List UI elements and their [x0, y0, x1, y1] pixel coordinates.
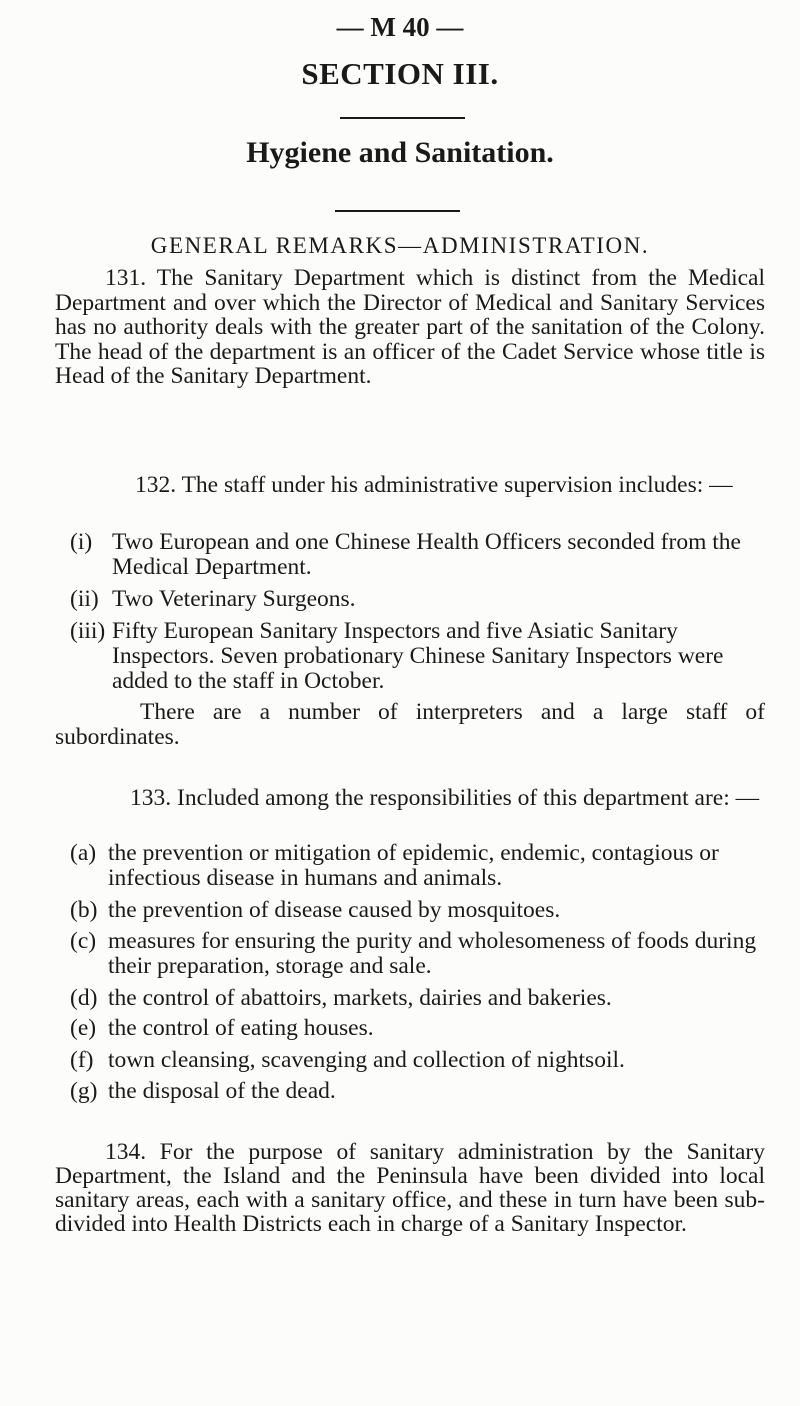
list-text: the prevention or mitigation of epidemic, endemic, contagious or infectious disease in humans and animals. — [108, 840, 719, 891]
list-marker: (a) — [70, 840, 97, 866]
page-number: — M 40 — — [336, 12, 464, 42]
list-item — [70, 929, 765, 979]
list-item — [70, 1048, 765, 1073]
list-text: the disposal of the dead. — [108, 1078, 336, 1104]
list-item — [70, 898, 765, 923]
list-item — [70, 530, 765, 580]
list-item — [70, 841, 765, 891]
list-item — [70, 1079, 765, 1104]
list-text: Two European and one Chinese Health Officers seconded from the Medical Department. — [112, 529, 741, 580]
heading: GENERAL REMARKS—ADMINISTRATION. — [150, 233, 650, 258]
subtitle: Hygiene and Sanitation. — [246, 136, 554, 169]
paragraph-131: 131. The Sanitary Department which is distinct from the Medical Department and over which the Director of Medical and Sanitary Services has no authority deals with the greater part of the sanitation of the Colony. The head of the department is an officer of the Cadet Service whose title is Head of the Sanitary Department. — [55, 265, 765, 389]
list-marker: (e) — [70, 1015, 97, 1041]
list-marker: (g) — [70, 1078, 98, 1104]
list-marker: (ii) — [70, 586, 99, 612]
list-text: the control of eating houses. — [108, 1015, 374, 1041]
list-marker: (f) — [70, 1047, 94, 1073]
list-item — [70, 619, 765, 694]
section-title: SECTION III. — [301, 56, 499, 91]
list-text: Fifty European Sanitary Inspectors and five Asiatic Sanitary Inspectors. Seven probationary Chinese Sanitary Inspectors were added to the staff in October. — [112, 618, 724, 694]
list-text: the prevention of disease caused by mosquitoes. — [108, 897, 561, 923]
list-item — [70, 587, 765, 612]
list-marker: (i) — [70, 529, 93, 555]
paragraph-132: 132. The staff under his administrative supervision includes: — — [135, 472, 733, 498]
list-text: town cleansing, scavenging and collection of nightsoil. — [108, 1047, 625, 1073]
list-item — [70, 1016, 765, 1041]
list-marker: (d) — [70, 985, 98, 1011]
list-marker: (c) — [70, 928, 97, 954]
divider — [335, 210, 460, 212]
divider — [340, 117, 465, 119]
list-text: measures for ensuring the purity and wholesomeness of foods during their preparation, storage and sale. — [108, 928, 757, 979]
paragraph-134: 134. For the purpose of sanitary administration by the Sanitary Department, the Island and the Peninsula have been divided into local sanitary areas, each with a sanitary office, and these in turn have been sub-divided into Health Districts each in charge of a Sanitary Inspector. — [55, 1139, 765, 1237]
list-text: Two Veterinary Surgeons. — [112, 586, 356, 612]
paragraph-133: 133. Included among the responsibilities of this department are: — — [130, 785, 760, 811]
list-marker: (iii) — [70, 618, 106, 644]
list-item — [70, 986, 765, 1011]
list-text: the control of abattoirs, markets, dairies and bakeries. — [108, 985, 612, 1011]
paragraph-interpreters: There are a number of interpreters and a large staff of subordinates. — [55, 699, 765, 750]
list-marker: (b) — [70, 897, 98, 923]
